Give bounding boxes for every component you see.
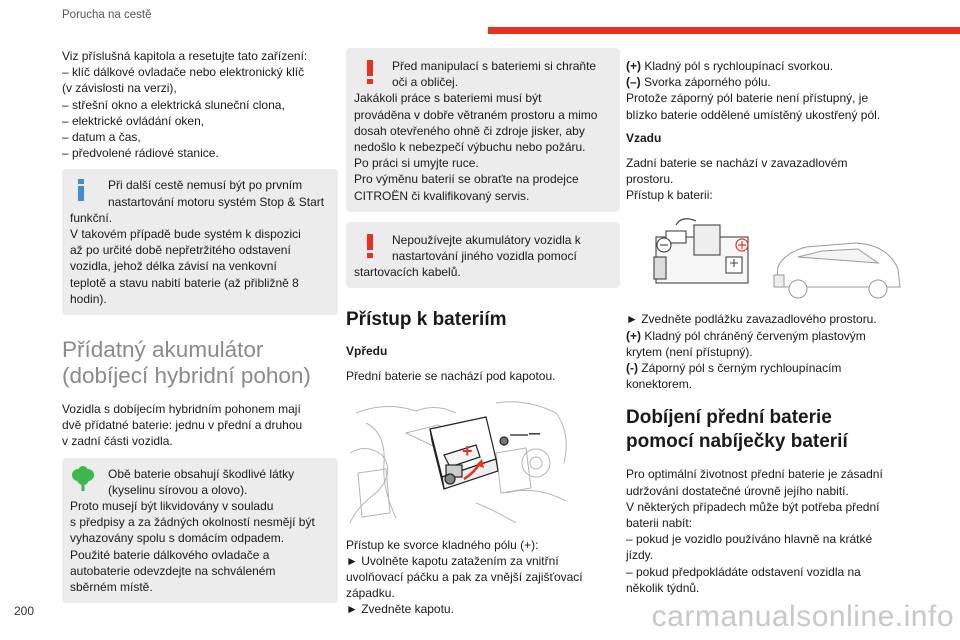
column-1 xyxy=(62,48,338,613)
minus-label: – xyxy=(529,421,541,444)
text-line: Pro optimální životnost přední baterie je zásadní xyxy=(626,467,883,482)
text-line: teplotě a stavu nabití baterie (až přibližně 8 xyxy=(70,275,299,290)
text: Svorka záporného pólu. xyxy=(640,75,771,90)
text-line: s předpisy a za žádných okolností nesmějí být xyxy=(70,515,315,530)
text-line: autobaterie odevzdejte na schváleném xyxy=(70,563,276,578)
text-line: prováděna v dobře větraném prostoru a mimo xyxy=(354,107,598,122)
plus-label: + xyxy=(462,440,473,461)
paragraph: Přední baterie se nachází pod kapotou. xyxy=(346,369,556,384)
text-line: – střešní okno a elektrická sluneční clona, xyxy=(62,97,285,112)
warning-box xyxy=(346,222,620,289)
text-line: – klíč dálkové ovladače nebo elektronický klíč xyxy=(62,65,305,80)
text-line: V některých případech může být potřeba přední xyxy=(626,499,880,514)
text-line: Proto musejí být likvidovány v souladu xyxy=(70,499,274,514)
text-line: Viz příslušná kapitola a resetujte tato zařízení: xyxy=(62,49,308,63)
text-line: vozidla, jehož délka závisí na venkovní xyxy=(70,259,277,274)
rear-battery-illustration xyxy=(626,217,902,303)
text: Kladný pól chráněný červeným plastovým xyxy=(641,328,866,343)
text-line: ► Zvedněte kapotu. xyxy=(346,602,454,617)
eco-note-box xyxy=(62,458,338,604)
column-2 xyxy=(346,48,620,626)
text-line: blízko baterie oddělené umístěný ukostřený pól. xyxy=(626,107,881,122)
symbol: (+) xyxy=(626,328,641,343)
symbol: (+) xyxy=(626,59,641,73)
text-line: oči a obličej. xyxy=(392,75,459,90)
text: krytem (není přístupný). xyxy=(626,344,753,359)
step-line xyxy=(626,344,902,360)
text-line: Jakákoli práce s bateriemi musí být xyxy=(354,91,542,106)
text-line: uvolňovací páčku a pak za vnější zajišťovací xyxy=(346,570,583,585)
terminal-legend xyxy=(626,58,902,123)
reset-list xyxy=(62,48,338,161)
text-line: západku. xyxy=(346,586,395,601)
text-line: jízdy. xyxy=(626,548,654,563)
step-line xyxy=(626,311,902,327)
symbol: (–) xyxy=(626,75,641,90)
paragraph xyxy=(62,401,338,450)
subheading-rear: Vzadu xyxy=(626,130,662,145)
text-line: dvě přídatné baterie: jednu v přední a druhou xyxy=(62,418,303,433)
access-steps xyxy=(346,537,620,618)
text-line: – pokud je vozidlo používáno hlavně na krátké xyxy=(626,532,873,547)
info-note-box xyxy=(62,169,338,315)
text-line: udržování dostatečné úrovně jejího nabití. xyxy=(626,483,849,498)
text-line: Protože záporný pól baterie není přístupný, je xyxy=(626,91,869,106)
text-line: Po práci si umyjte ruce. xyxy=(354,156,479,171)
text-line: (kyselinu sírovou a olovo). xyxy=(108,482,248,497)
text-line: startovacích kabelů. xyxy=(354,265,461,280)
text-line: Před manipulací s bateriemi si chraňte xyxy=(392,59,597,73)
text: konektorem. xyxy=(626,377,693,392)
tree-icon xyxy=(70,466,96,496)
text-line: Zadní baterie se nachází v zavazadlovém xyxy=(626,155,848,170)
text-line: v zadní části vozidla. xyxy=(62,434,173,449)
warning-icon xyxy=(366,234,374,262)
section-heading xyxy=(62,337,338,389)
heading-line: (dobíjecí hybridní pohon) xyxy=(62,363,311,389)
text-line: – elektrické ovládání oken, xyxy=(62,113,205,128)
text-line: Přístup ke svorce kladného pólu (+): xyxy=(346,537,539,552)
text-line: nedošlo k nebezpečí výbuchu nebo požáru. xyxy=(354,140,586,155)
step-line xyxy=(626,360,902,376)
paragraph xyxy=(626,155,902,204)
text-line: baterii nabít: xyxy=(626,516,693,531)
text-line: – pokud předpokládáte odstavení vozidla na xyxy=(626,564,861,579)
text-line: Při další cestě nemusí být po prvním xyxy=(108,178,303,193)
text-line: Nepoužívejte akumulátory vozidla k xyxy=(392,232,581,247)
text-line: Obě baterie obsahují škodlivé látky xyxy=(108,466,295,481)
text-line: Použité baterie dálkového ovladače a xyxy=(70,547,270,562)
step-line xyxy=(626,328,902,344)
chapter-title: Porucha na cestě xyxy=(62,9,152,21)
text-line: několik týdnů. xyxy=(626,580,700,595)
subheading-front: Vpředu xyxy=(346,344,388,359)
text-line: sběrném místě. xyxy=(70,580,153,595)
symbol: (-) xyxy=(626,361,638,376)
column-3 xyxy=(626,58,902,604)
warning-icon xyxy=(366,60,374,88)
heading-line: Přídatný akumulátor xyxy=(62,337,264,363)
text-line: nastartování motoru systém Stop & Start xyxy=(108,194,325,209)
text-line: hodin). xyxy=(70,291,107,306)
text-line: funkční. xyxy=(70,210,113,225)
text-line: V takovém případě bude systém k dispozici xyxy=(70,227,301,242)
text-line: nastartování jiného vozidla pomocí xyxy=(392,249,577,264)
text-line: ► Uvolněte kapotu zatažením za vnitřní xyxy=(346,553,559,568)
header-accent-bar xyxy=(488,27,960,34)
text-line: vyhazovány spolu s domácím odpadem. xyxy=(70,531,285,546)
watermark: carmanualsonline.info xyxy=(651,600,954,633)
section-heading xyxy=(626,406,902,454)
text-line: Vozidla s dobíjecím hybridním pohonem mají xyxy=(62,402,301,417)
heading-line: pomocí nabíječky baterií xyxy=(626,431,848,453)
section-heading: Přístup k bateriím xyxy=(346,309,507,331)
text: Kladný pól s rychloupínací svorkou. xyxy=(641,59,834,73)
step-line xyxy=(626,376,902,392)
text-line: – předvolené rádiové stanice. xyxy=(62,146,219,161)
text-line: Pro výměnu baterií se obraťte na prodejce xyxy=(354,172,579,187)
text-line: prostoru. xyxy=(626,172,674,187)
heading-line: Dobíjení přední baterie xyxy=(626,407,832,429)
paragraph xyxy=(626,466,902,596)
text-line: dosah otevřeného ohně či zdroje jisker, aby xyxy=(354,123,585,138)
text: ► Zvedněte podlážku zavazadlového prostoru. xyxy=(626,312,877,327)
legend-line xyxy=(626,74,902,90)
rear-steps xyxy=(626,311,902,392)
text: Záporný pól s černým rychloupínacím xyxy=(638,361,842,376)
info-icon xyxy=(76,179,86,205)
page-number: 200 xyxy=(14,604,35,618)
text-line: (v závislosti na verzi), xyxy=(62,81,177,96)
legend-line xyxy=(626,58,902,74)
front-battery-illustration xyxy=(346,393,578,529)
text-line: až po určité době nepřetržitého odstavení xyxy=(70,243,291,258)
text-line: CITROËN či kvalifikovaný servis. xyxy=(354,188,530,203)
text-line: Přístup k baterii: xyxy=(626,188,713,203)
warning-box xyxy=(346,48,620,212)
text-line: – datum a čas, xyxy=(62,130,141,145)
